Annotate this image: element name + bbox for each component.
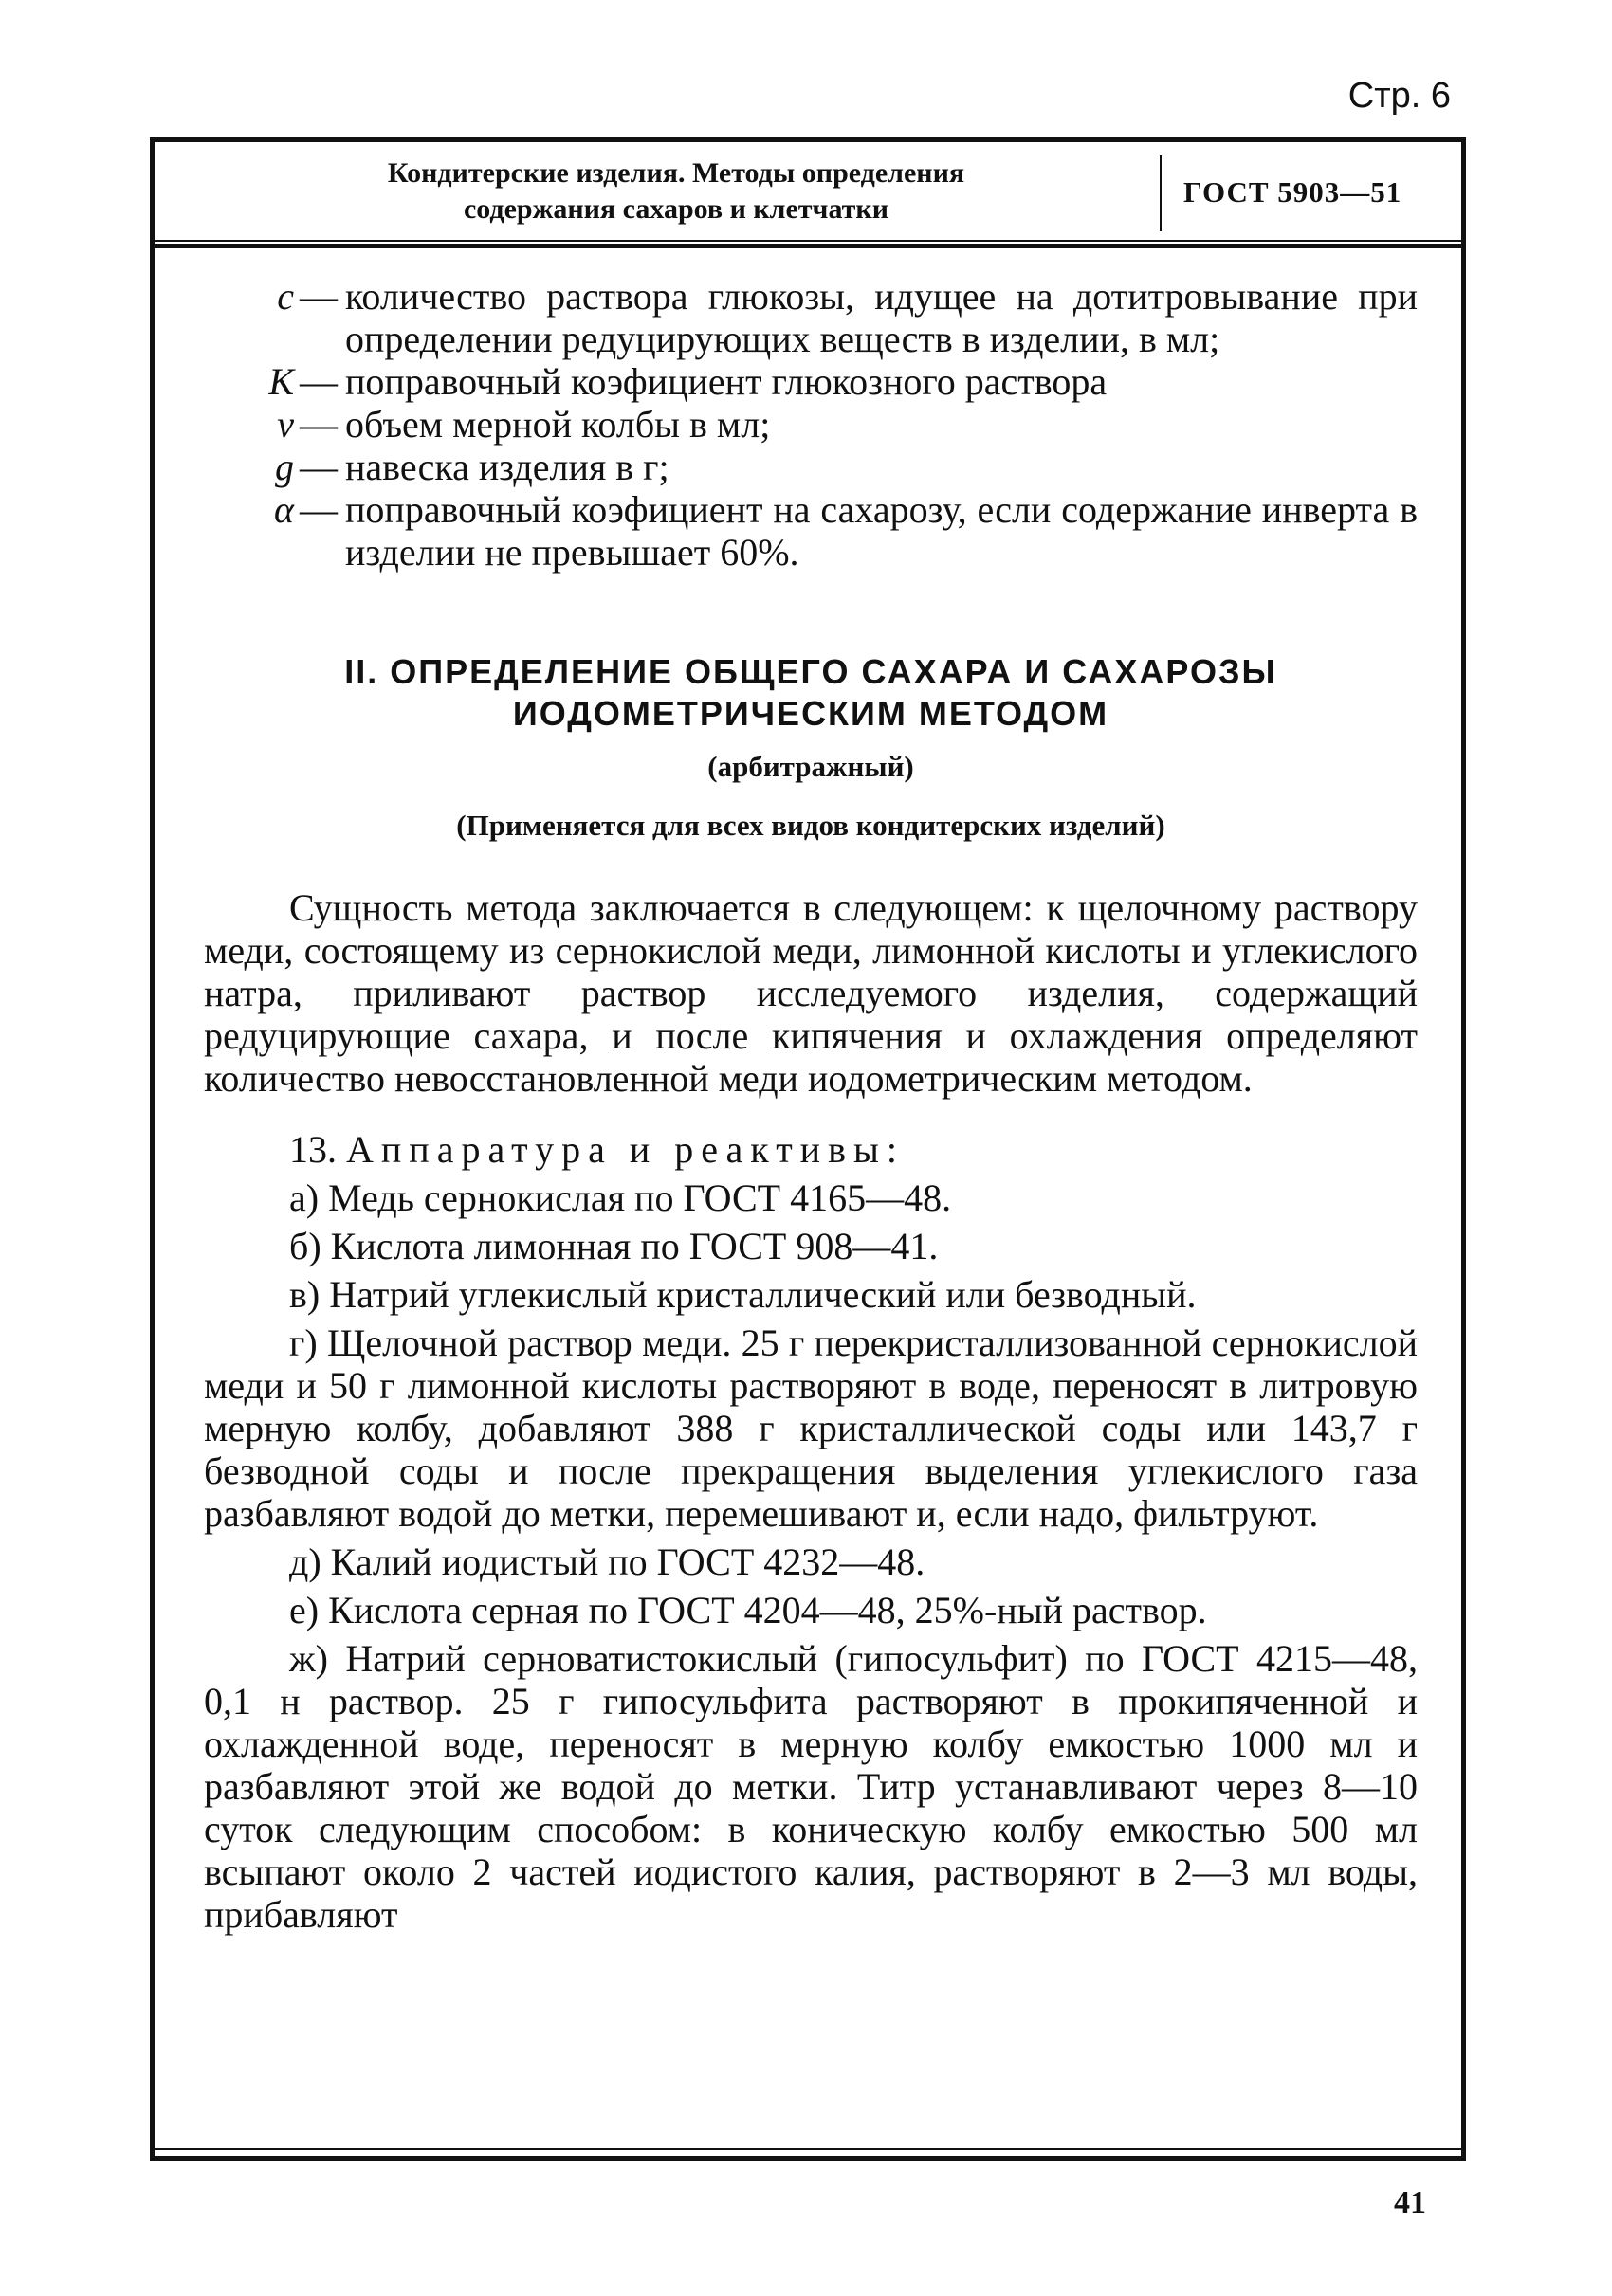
page-frame	[150, 137, 1466, 2161]
item-heading	[204, 1128, 1418, 1171]
section-title-line2: ИОДОМЕТРИЧЕСКИМ МЕТОДОМ	[512, 694, 1109, 733]
definition-symbol: g	[275, 446, 294, 488]
reagent-item: д) Калий иодистый по ГОСТ 4232—48.	[289, 1540, 925, 1583]
method-intro-paragraph: Сущность метода заключается в следующем: к щелочному раствору меди, состоящему из сернокислой меди, лимонной кислоты и углекислого натра, приливают раствор исследуемого изделия, содержащий редуцирующие сахара, и после кипячения и охлаждения определяют количество невосстановленной меди иодометрическим методом.	[204, 886, 1418, 1100]
header-title	[230, 155, 1122, 228]
definition-item	[204, 403, 1418, 446]
definition-text: поправочный коэфициент на сахарозу, если содержание инверта в изделии не превышает 60%.	[345, 488, 1418, 574]
item-title: Аппаратура и реактивы:	[346, 1128, 905, 1171]
section-subtitle: (арбитражный)	[707, 750, 914, 783]
definition-dash: —	[300, 275, 338, 318]
definition-symbol: K	[268, 360, 294, 403]
header-divider	[1160, 155, 1162, 231]
definition-text: навеска изделия в г;	[345, 446, 669, 488]
reagent-item: е) Кислота серная по ГОСТ 4204—48, 25%-ный раствор.	[289, 1589, 1207, 1631]
item-number: 13.	[289, 1128, 337, 1171]
definition-text: количество раствора глюкозы, идущее на дотитровывание при определении редуцирующих веществ в изделии, в мл;	[345, 275, 1418, 360]
definition-symbol: c	[277, 275, 294, 318]
definition-symbol: v	[277, 403, 294, 446]
header-title-line1: Кондитерские изделия. Методы определения	[387, 157, 965, 189]
document-header	[155, 137, 1461, 242]
definition-item	[204, 488, 1418, 574]
definition-item	[204, 446, 1418, 488]
reagent-item: в) Натрий углекислый кристаллический или безводный.	[289, 1273, 1197, 1316]
definition-dash: —	[300, 403, 338, 446]
definition-text: поправочный коэфициент глюкозного раствора	[345, 360, 1108, 403]
definition-text: объем мерной колбы в мл;	[345, 403, 771, 446]
header-title-line2: содержания сахаров и клетчатки	[463, 193, 888, 225]
definition-symbol: α	[274, 488, 294, 531]
page-content	[204, 275, 1418, 1936]
definition-dash: —	[300, 446, 338, 488]
reagent-item: а) Медь сернокислая по ГОСТ 4165—48.	[289, 1176, 952, 1219]
definition-item	[204, 275, 1418, 360]
definition-item	[204, 360, 1418, 403]
page-label: Стр. 6	[1347, 76, 1451, 116]
definition-list	[204, 275, 1418, 574]
reagent-item: г) Щелочной раствор меди. 25 г перекристаллизованной сернокислой меди и 50 г лимонной кислоты растворяют в воде, переносят в литровую мерную колбу, добавляют 388 г кристаллической соды или 143,7 г безводной соды и после прекращения выделения углекислого газа разбавляют водой до метки, перемешивают и, если надо, фильтруют.	[204, 1321, 1418, 1535]
reagent-item: ж) Натрий серноватистокислый (гипосульфит) по ГОСТ 4215—48, 0,1 н раствор. 25 г гипосульфита растворяют в прокипяченной и охлажденной воде, переносят в мерную колбу емкостью 1000 мл и разбавляют этой же водой до метки. Титр устанавливают через 8—10 суток следующим способом: в коническую колбу емкостью 500 мл всыпают около 2 частей иодистого калия, растворяют в 2—3 мл воды, прибавляют	[204, 1637, 1418, 1936]
standard-code: ГОСТ 5903—51	[1183, 175, 1402, 209]
page-number: 41	[1394, 2185, 1426, 2220]
section-applicability: (Применяется для всех видов кондитерских изделий)	[456, 809, 1165, 842]
definition-dash: —	[300, 488, 338, 531]
section-title	[204, 651, 1418, 735]
definition-dash: —	[300, 360, 338, 403]
section-title-line1: II. ОПРЕДЕЛЕНИЕ ОБЩЕГО САХАРА И САХАРОЗЫ	[344, 652, 1277, 691]
reagent-item: б) Кислота лимонная по ГОСТ 908—41.	[289, 1225, 939, 1267]
